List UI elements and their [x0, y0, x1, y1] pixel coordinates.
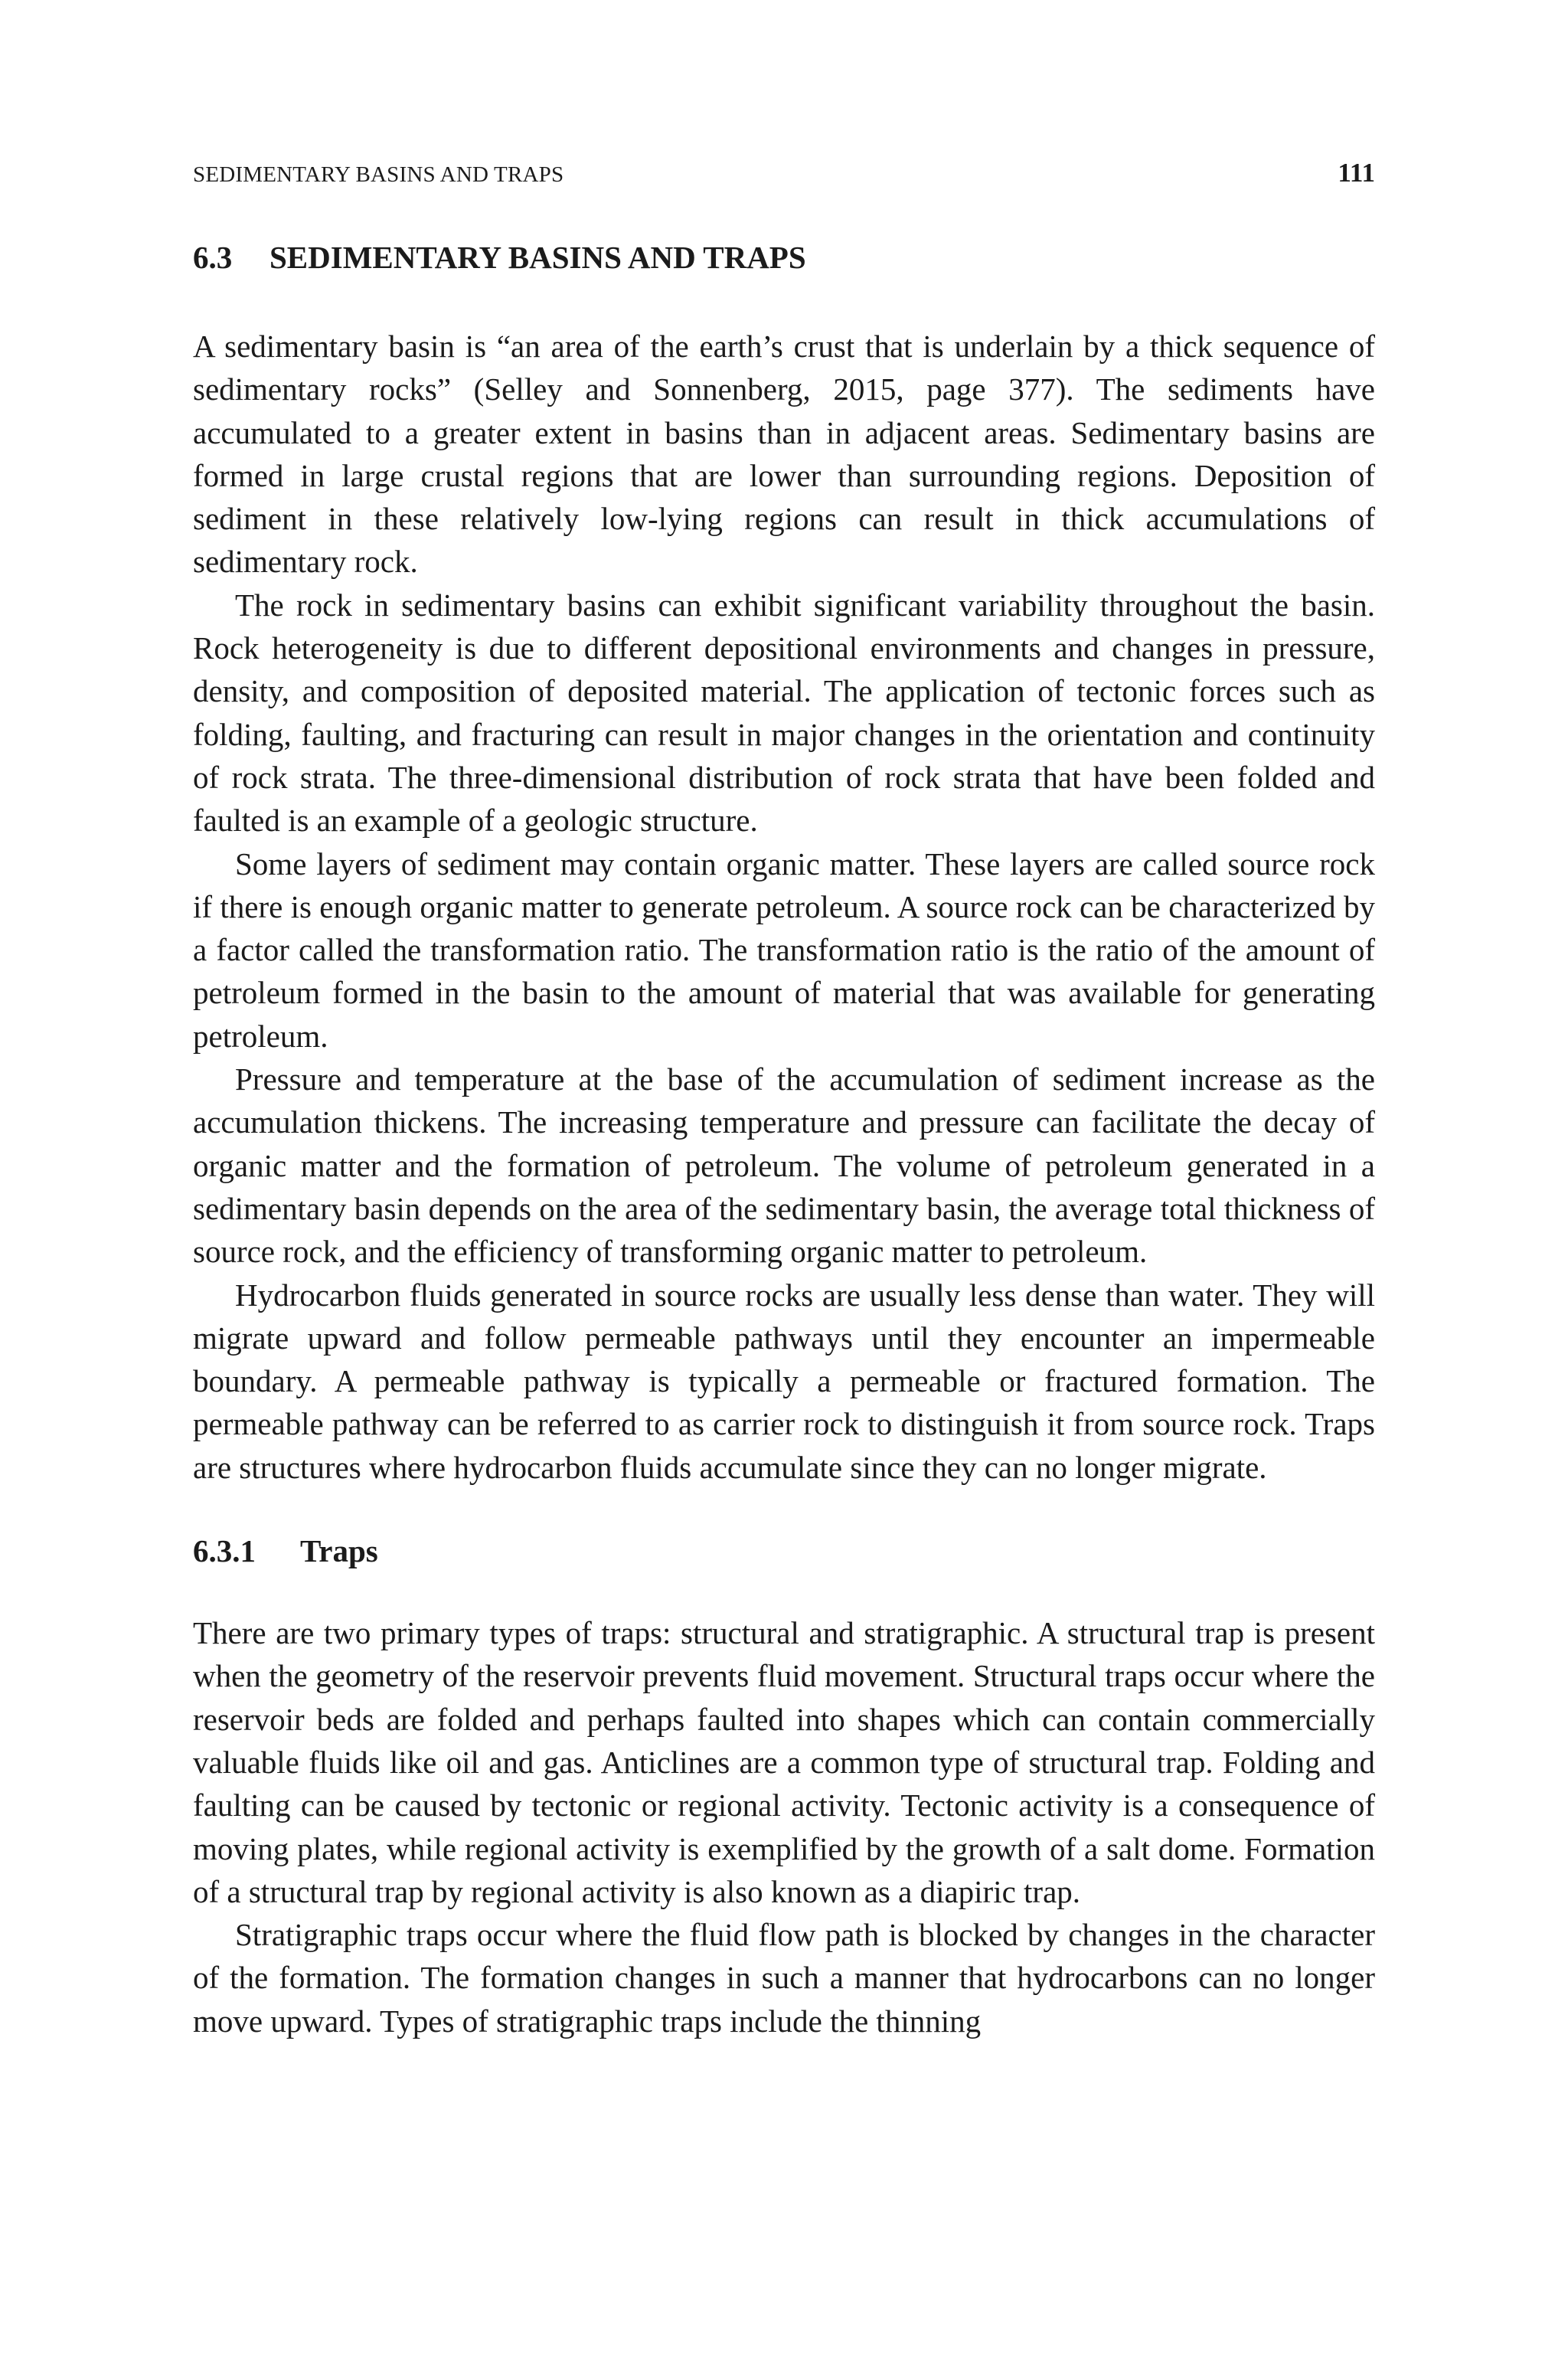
paragraph: There are two primary types of traps: structural and stratigraphic. A structural trap is present when the geometry of the reservoir prevents fluid movement. Structural traps occur where the reservoir beds are folded and perhaps faulted into shapes which can contain commercially valuable fluids like oil and gas. Anticlines are a common type of structural trap. Folding and faulting can be caused by tectonic or regional activity. Tectonic activity is a consequence of moving plates, while regional activity is exemplified by the growth of a salt dome. Formation of a structural trap by regional activity is also known as a diapiric trap. [193, 1615, 1375, 1909]
page-body [193, 228, 1375, 2043]
subsection-number: 6.3.1 [193, 1533, 256, 1569]
running-head [193, 158, 1375, 188]
running-title: SEDIMENTARY BASINS AND TRAPS [193, 162, 564, 187]
section-number: 6.3 [193, 240, 233, 275]
subsection-title: Traps [300, 1533, 378, 1569]
paragraph: Hydrocarbon fluids generated in source rocks are usually less dense than water. They will migrate upward and follow permeable pathways until they encounter an impermeable boundary. A permeable pathway is typically a permeable or fractured formation. The permeable pathway can be referred to as carrier rock to distinguish it from source rock. Traps are structures where hydrocarbon fluids accumulate since they can no longer migrate. [193, 1277, 1375, 1485]
paragraph: Pressure and temperature at the base of the accumulation of sediment increase as the accumulation thickens. The increasing temperature and pressure can facilitate the decay of organic matter and the formation of petroleum. The volume of petroleum generated in a sedimentary basin depends on the area of the sedimentary basin, the average total thickness of source rock, and the efficiency of transforming organic matter to petroleum. [193, 1061, 1375, 1270]
page-number: 111 [1338, 158, 1375, 188]
paragraph: Some layers of sediment may contain organic matter. These layers are called source rock if there is enough organic matter to generate petroleum. A source rock can be characterized by a factor called the transformation ratio. The transformation ratio is the ratio of the amount of petroleum formed in the basin to the amount of material that was available for generating petroleum. [193, 845, 1375, 1054]
paragraph: A sedimentary basin is “an area of the earth’s crust that is underlain by a thick sequence of sedimentary rocks” (Selley and Sonnenberg, 2015, page 377). The sediments have accumulated to a greater extent in basins than in adjacent areas. Sedimentary basins are formed in large crustal regions that are lower than surrounding regions. Deposition of sediment in these relatively low-lying regions can result in thick accumulations of sedimentary rock. [193, 329, 1375, 580]
section-title: SEDIMENTARY BASINS AND TRAPS [270, 240, 806, 275]
paragraph: Stratigraphic traps occur where the fluid flow path is blocked by changes in the character of the formation. The formation changes in such a manner that hydrocarbons can no longer move upward. Types of stratigraphic traps include the thinning [193, 1917, 1375, 2039]
paragraph: The rock in sedimentary basins can exhibit significant variability throughout the basin. Rock heterogeneity is due to different depositional environments and changes in pressure, density, and composition of deposited material. The application of tectonic forces such as folding, faulting, and fracturing can result in major changes in the orientation and continuity of rock strata. The three-dimensional distribution of rock strata that have been folded and faulted is an example of a geologic structure. [193, 587, 1375, 839]
subsection-heading [193, 1524, 1375, 1578]
section-heading [193, 228, 1375, 286]
